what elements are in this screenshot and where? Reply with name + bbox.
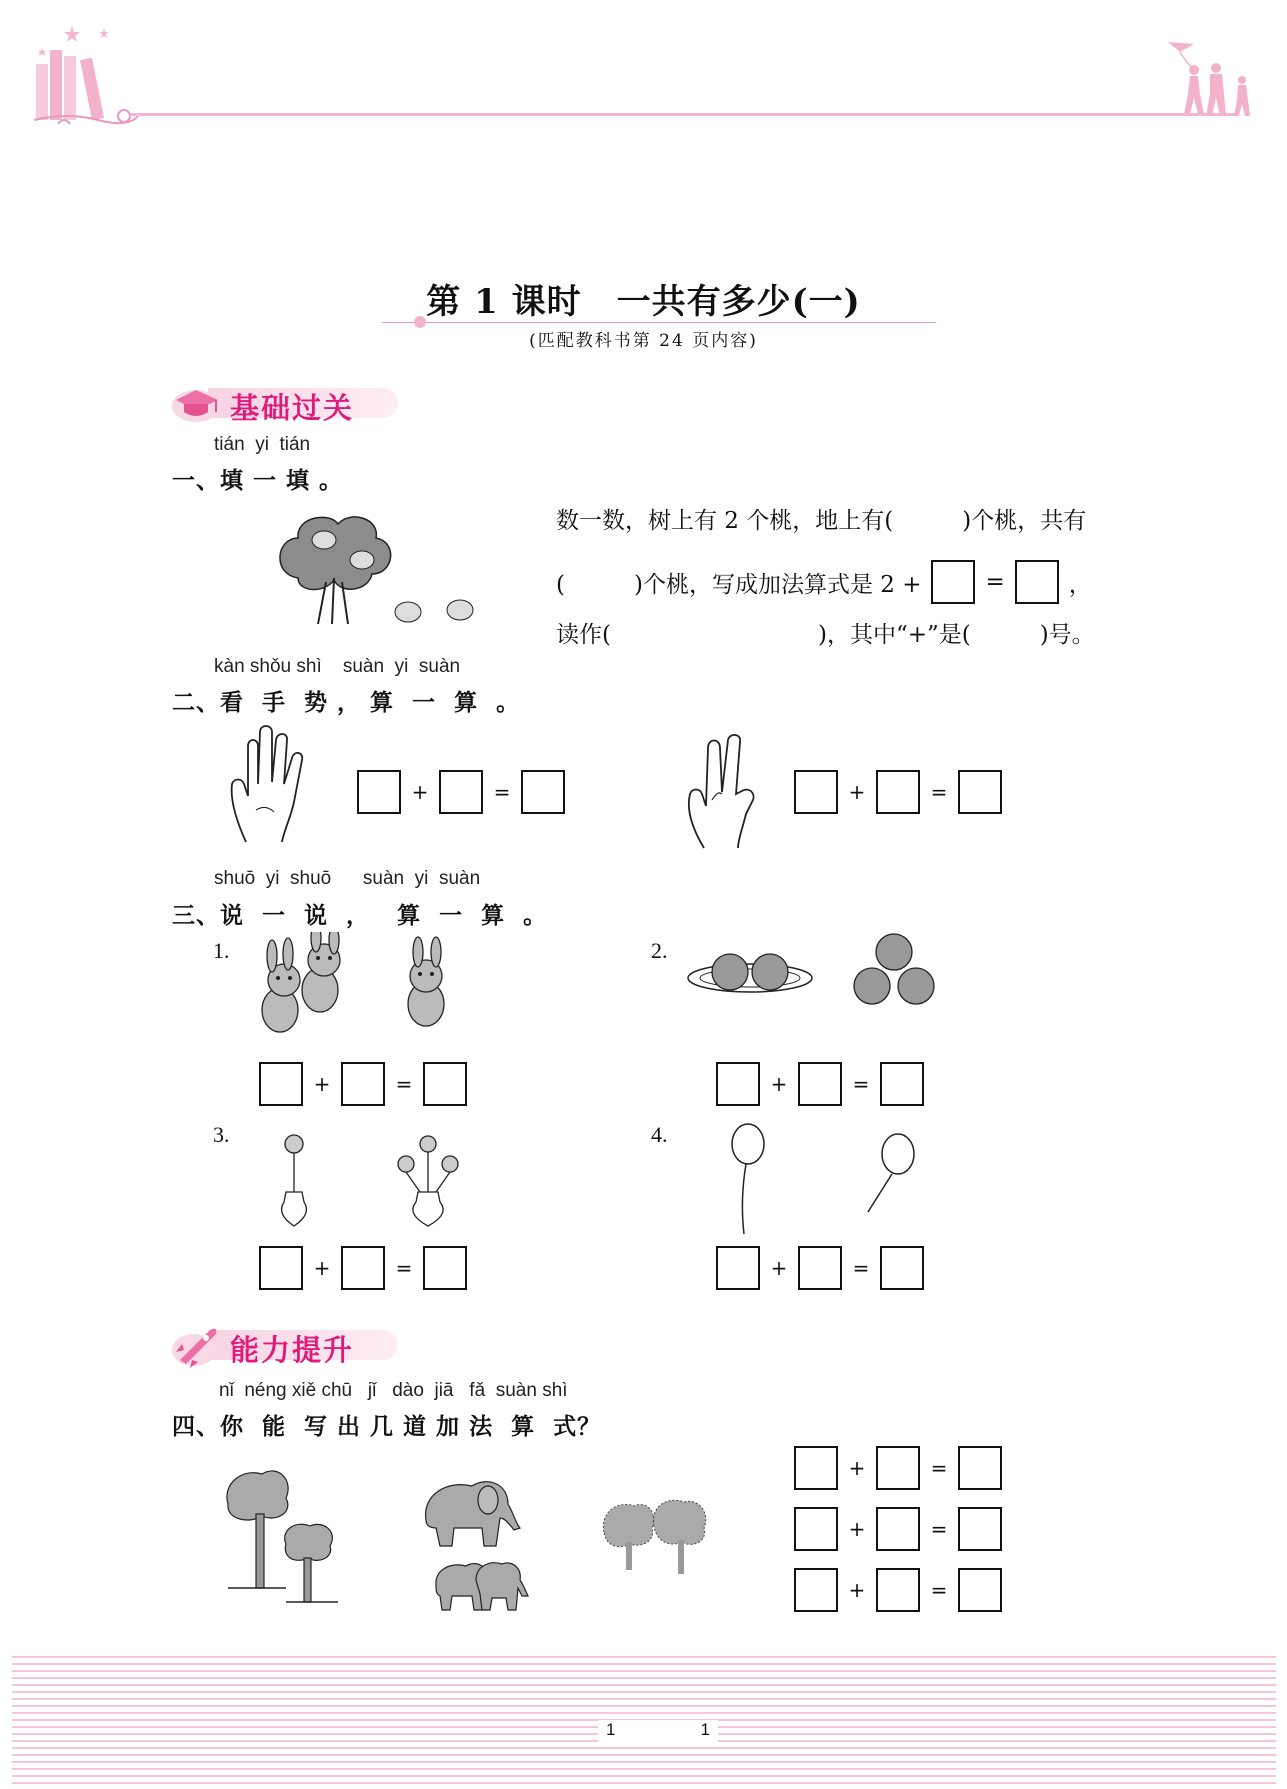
kite-children-silhouette (1160, 38, 1260, 118)
q3-item-2-label: 2. (651, 938, 668, 963)
answer-box[interactable] (958, 1507, 1002, 1551)
answer-box[interactable] (794, 770, 838, 814)
q1-line2 (556, 560, 1092, 604)
q1-line1: 数一数，树上有 2 个桃，地上有( )个桃，共有 (556, 508, 1087, 534)
q4-equation-1 (794, 1446, 1002, 1490)
answer-box[interactable] (876, 770, 920, 814)
header-line (130, 113, 1238, 116)
q1-equals: = (985, 569, 1005, 595)
books-logo (28, 20, 140, 130)
q3-item-1-label: 1. (213, 938, 230, 963)
q1-heading: 一、填 一 填 。 (172, 468, 344, 494)
page-number (598, 1720, 718, 1746)
q2-equation-left (357, 770, 565, 814)
rabbits-illustration (258, 932, 458, 1042)
equals-sign: = (395, 1256, 413, 1280)
q4-equation-3 (794, 1568, 1002, 1612)
q1-answer-box-2[interactable] (1015, 560, 1059, 604)
q2-pinyin: kàn shǒu shì suàn yi suàn (214, 656, 461, 677)
rocket-icon (170, 1322, 224, 1372)
section-advanced-badge (170, 1322, 400, 1366)
q1-answer-box-1[interactable] (931, 560, 975, 604)
answer-box[interactable] (880, 1246, 924, 1290)
section-advanced-label: 能力提升 (230, 1333, 355, 1367)
peach-tree-illustration (268, 508, 488, 628)
graduation-cap-icon (170, 380, 224, 428)
small-trees-illustration (600, 1496, 710, 1580)
q2-heading: 二、看 手 势 ， 算 一 算 。 (172, 690, 521, 716)
answer-box[interactable] (798, 1246, 842, 1290)
q3-heading: 三、说 一 说 ， 算 一 算 。 (172, 903, 548, 929)
answer-box[interactable] (357, 770, 401, 814)
answer-box[interactable] (876, 1446, 920, 1490)
equals-sign: = (852, 1256, 870, 1280)
q3-item-4-label: 4. (651, 1122, 668, 1147)
answer-box[interactable] (794, 1446, 838, 1490)
plus-sign: + (848, 1456, 866, 1480)
answer-box[interactable] (958, 1568, 1002, 1612)
q1-pinyin: tián yi tián (214, 434, 311, 455)
elephants-illustration (418, 1470, 530, 1620)
q3-equation-1 (259, 1062, 467, 1106)
answer-box[interactable] (259, 1062, 303, 1106)
q3-pinyin: shuō yi shuō suàn yi suàn (214, 868, 481, 889)
equals-sign: = (930, 1578, 948, 1602)
equals-sign: = (493, 780, 511, 804)
q2-equation-right (794, 770, 1002, 814)
hand-gesture-right (682, 730, 772, 850)
q3-equation-2 (716, 1062, 924, 1106)
q3-equation-4 (716, 1246, 924, 1290)
answer-box[interactable] (521, 770, 565, 814)
section-basic-label: 基础过关 (230, 391, 355, 425)
plus-sign: + (313, 1256, 331, 1280)
answer-box[interactable] (341, 1246, 385, 1290)
equals-sign: = (395, 1072, 413, 1096)
answer-box[interactable] (716, 1062, 760, 1106)
answer-box[interactable] (716, 1246, 760, 1290)
answer-box[interactable] (259, 1246, 303, 1290)
answer-box[interactable] (876, 1507, 920, 1551)
q1-line2-end: ， (1068, 571, 1092, 598)
plus-sign: + (770, 1256, 788, 1280)
plus-sign: + (770, 1072, 788, 1096)
q3-item-3-label: 3. (213, 1122, 230, 1147)
apples-illustration (686, 932, 946, 1012)
answer-box[interactable] (439, 770, 483, 814)
q4-heading: 四、你 能 写 出 几 道 加 法 算 式？ (172, 1414, 602, 1440)
answer-box[interactable] (423, 1062, 467, 1106)
page-number-right: 1 (700, 1720, 710, 1739)
answer-box[interactable] (794, 1507, 838, 1551)
answer-box[interactable] (341, 1062, 385, 1106)
q4-pinyin: nǐ néng xiě chū jǐ dào jiā fǎ suàn shì (219, 1380, 568, 1401)
title-underline (382, 322, 936, 323)
lesson-subtitle: (匹配教科书第 24 页内容) (529, 331, 758, 351)
equals-sign: = (852, 1072, 870, 1096)
plus-sign: + (848, 780, 866, 804)
plus-sign: + (313, 1072, 331, 1096)
q3-equation-3 (259, 1246, 467, 1290)
plus-sign: + (848, 1578, 866, 1602)
answer-box[interactable] (958, 770, 1002, 814)
answer-box[interactable] (798, 1062, 842, 1106)
two-trees-illustration (222, 1464, 352, 1604)
plus-sign: + (411, 780, 429, 804)
flower-vases-illustration (268, 1130, 468, 1230)
equals-sign: = (930, 1517, 948, 1541)
answer-box[interactable] (876, 1568, 920, 1612)
section-basic-badge (170, 380, 400, 424)
balloons-illustration (718, 1120, 918, 1236)
q1-line3: 读作( )，其中“+”是( )号。 (556, 622, 1095, 648)
hand-gesture-left (226, 724, 316, 844)
q4-equation-2 (794, 1507, 1002, 1551)
answer-box[interactable] (794, 1568, 838, 1612)
answer-box[interactable] (880, 1062, 924, 1106)
equals-sign: = (930, 780, 948, 804)
q1-line2-text: ( )个桃，写成加法算式是 2 + (556, 571, 922, 598)
answer-box[interactable] (423, 1246, 467, 1290)
equals-sign: = (930, 1456, 948, 1480)
lesson-title: 第 1 课时 一共有多少(一) (426, 282, 861, 322)
plus-sign: + (848, 1517, 866, 1541)
answer-box[interactable] (958, 1446, 1002, 1490)
page-number-left: 1 (606, 1720, 616, 1739)
